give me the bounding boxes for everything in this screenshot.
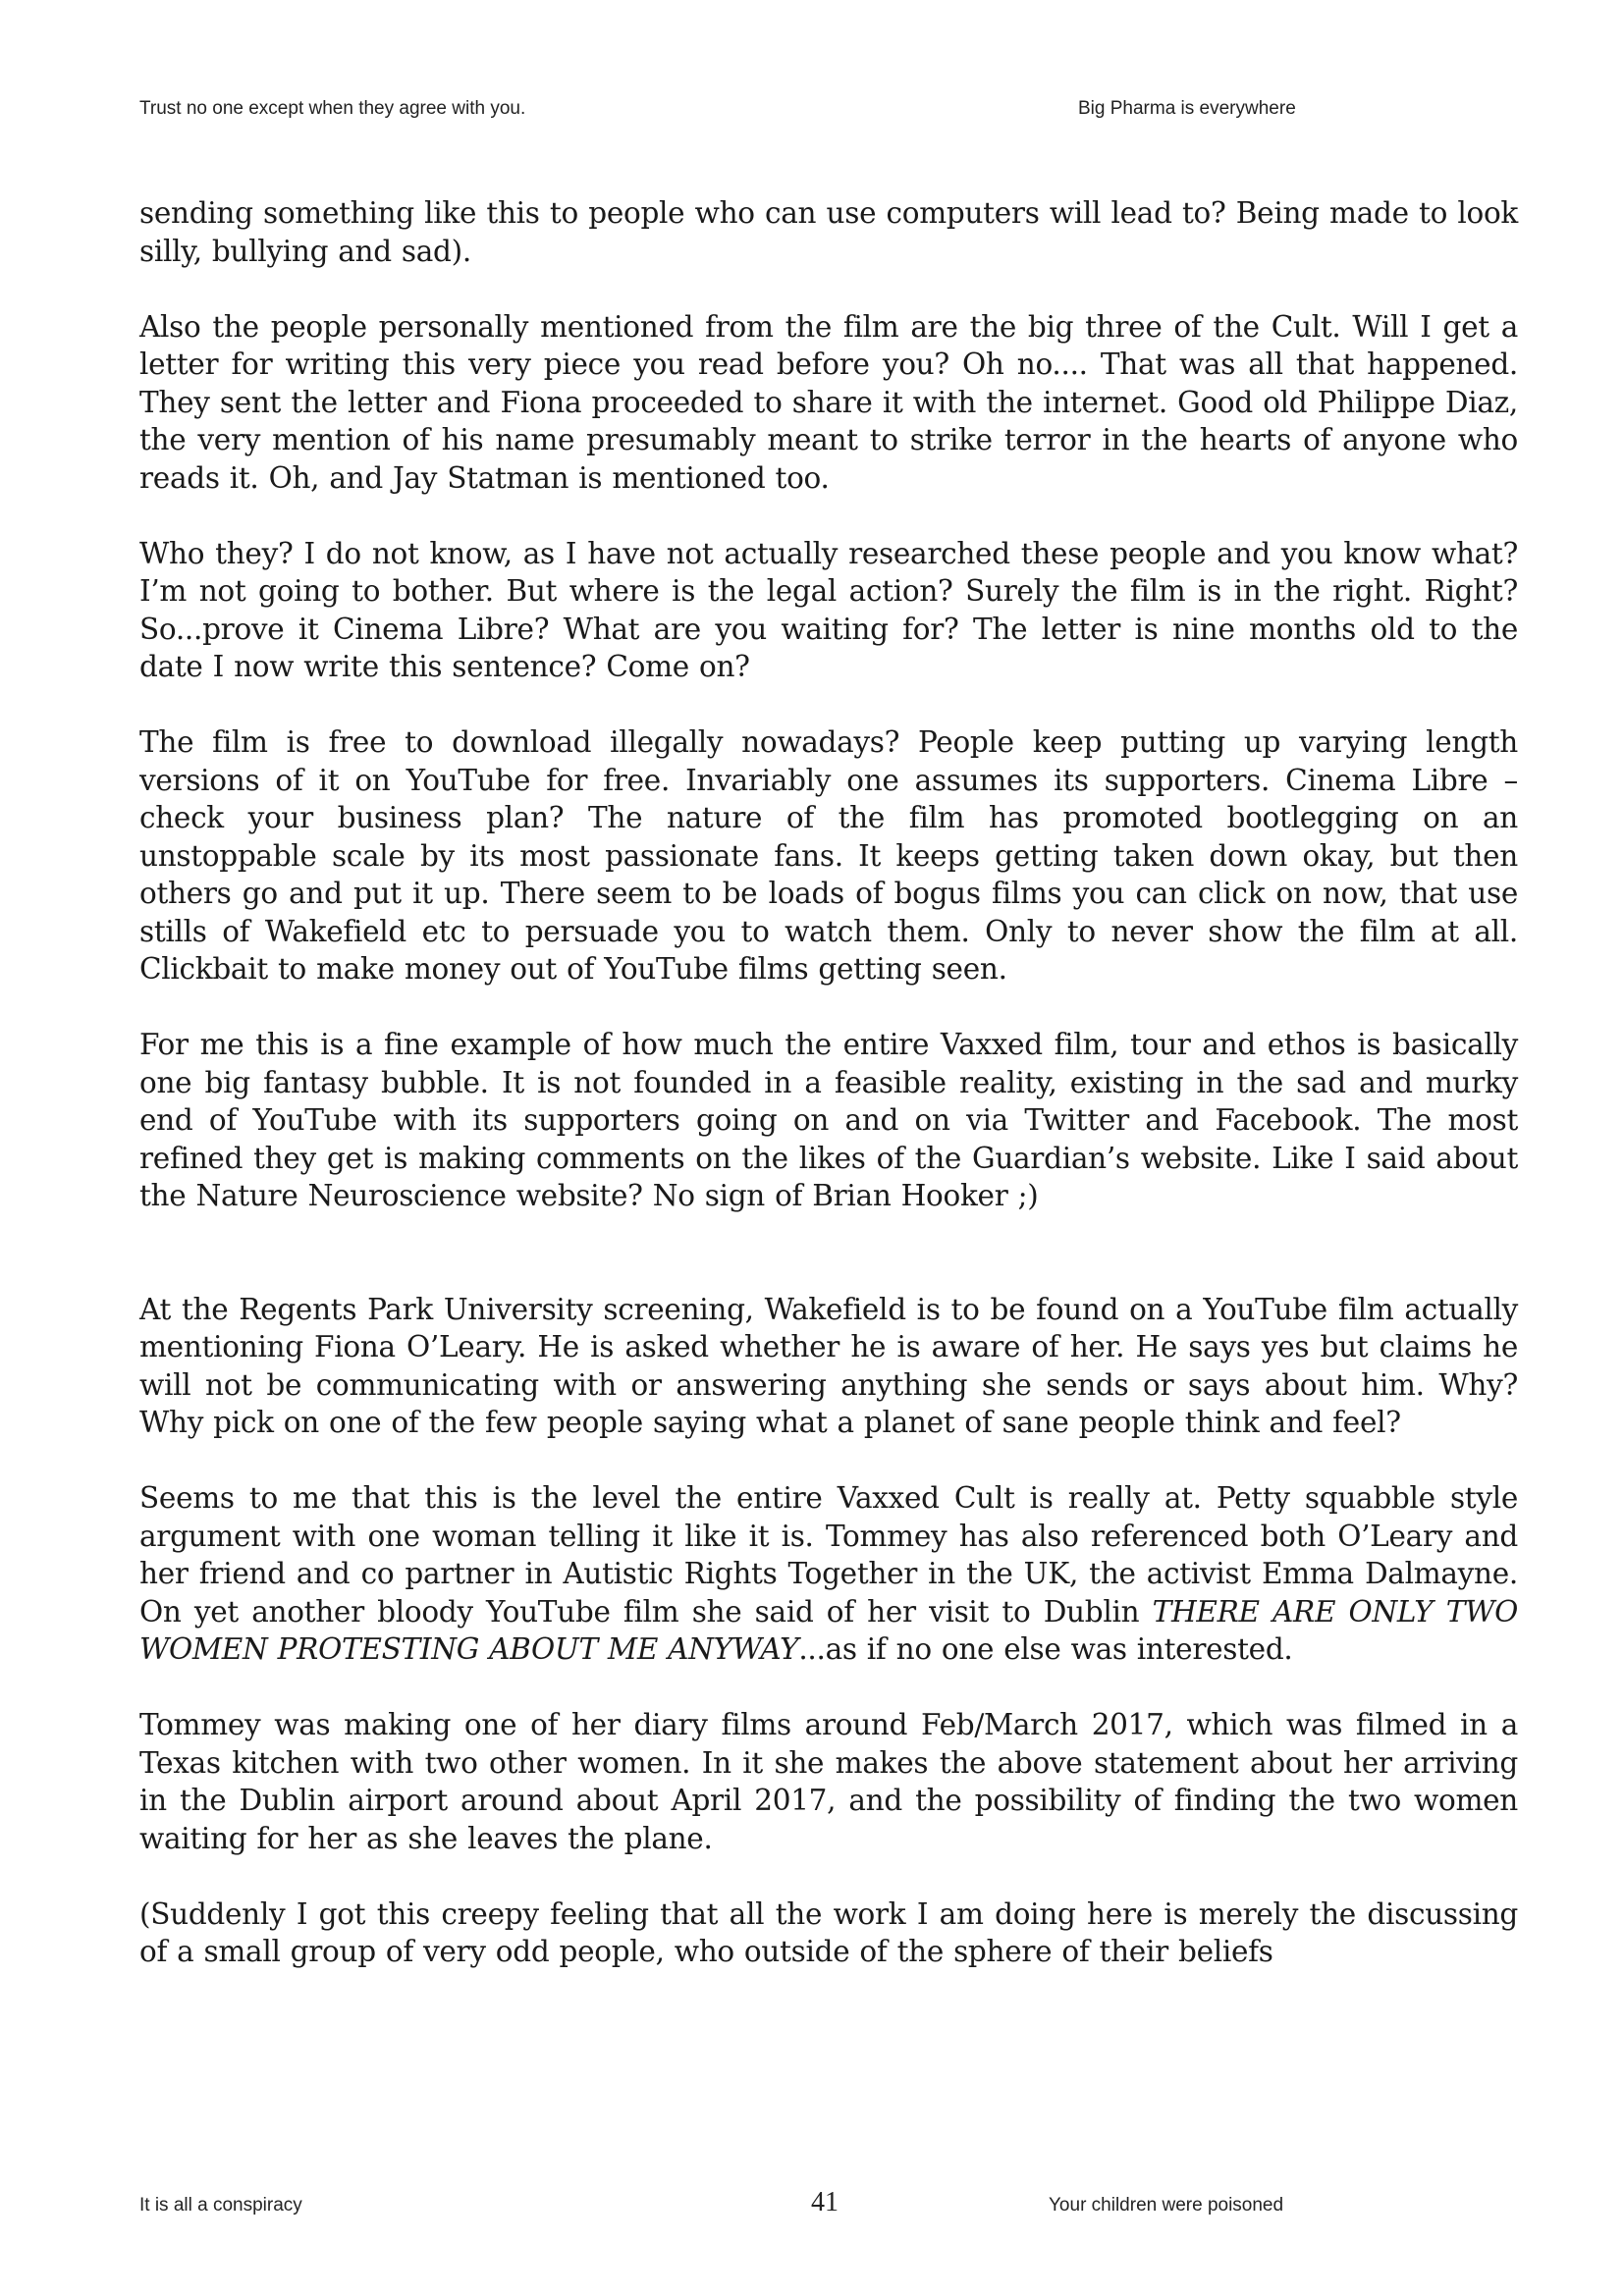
italic-quote: THERE ARE ONLY TWO WOMEN PROTESTING ABOUT ME ANYWAY: [139, 1594, 1518, 1666]
paragraph: The film is free to download illegally nowadays? People keep putting up varying length versions of it on YouTube for free. Invariably one assumes its supporters. Cinema Libre – check your business plan? The nature of the film has promoted bootlegging on an unstoppable scale by its most passionate fans. It keeps getting taken down okay, but then others go and put it up. There seem to be loads of bogus films you can click on now, that use stills of Wakefield etc to persuade you to watch them. Only to never show the film at all. Clickbait to make money out of YouTube films getting seen.: [139, 725, 1518, 986]
paragraph: For me this is a fine example of how much the entire Vaxxed film, tour and ethos is basically one big fantasy bubble. It is not founded in a feasible reality, existing in the sad and murky end of YouTube with its supporters going on and on via Twitter and Facebook. The most refined they get is making comments on the likes of the Guardian’s website. Like I said about the Nature Neuroscience website? No sign of Brian Hooker ;): [139, 1028, 1518, 1212]
paragraph-text: ...as if no one else was interested.: [798, 1632, 1293, 1666]
paragraph: sending something like this to people who can use computers will lead to? Being made to look silly, bullying and sad).: [139, 196, 1518, 268]
paragraph: Tommey was making one of her diary films around Feb/March 2017, which was filmed in a Texas kitchen with two other women. In it she makes the above statement about her arriving in the Dublin airport around about April 2017, and the possibility of finding the two women waiting for her as she leaves the plane.: [139, 1708, 1518, 1855]
page-number: 41: [811, 2187, 839, 2217]
body-text: [139, 194, 1518, 2008]
paragraph: At the Regents Park University screening, Wakefield is to be found on a YouTube film actually mentioning Fiona O’Leary. He is asked whether he is aware of her. He says yes but claims he will not be communicating with or answering anything she sends or says about him. Why? Why pick on one of the few people saying what a planet of sane people think and feel?: [139, 1292, 1518, 1439]
paragraph-text: Seems to me that this is the level the entire Vaxxed Cult is really at. Petty squabble style argument with one woman telling it like it is. Tommey has also referenced both O’Leary and her friend and co partner in Autistic Rights Together in the UK, the activist Emma Dalmayne. On yet another bloody YouTube film she said of her visit to Dublin: [139, 1481, 1518, 1629]
running-header-left: Trust no one except when they agree with you.: [139, 98, 526, 119]
paragraph: (Suddenly I got this creepy feeling that all the work I am doing here is merely the discussing of a small group of very odd people, who outside of the sphere of their beliefs: [139, 1896, 1518, 1968]
running-footer-left: It is all a conspiracy: [139, 2195, 302, 2216]
running-footer-right: Your children were poisoned: [1049, 2195, 1284, 2216]
paragraph: Also the people personally mentioned from the film are the big three of the Cult. Will I get a letter for writing this very piece you read before you? Oh no.... That was all that happened. They sent the letter and Fiona proceeded to share it with the internet. Good old Philippe Diaz, the very mention of his name presumably meant to strike terror in the hearts of anyone who reads it. Oh, and Jay Statman is mentioned too.: [139, 309, 1518, 495]
paragraph: Who they? I do not know, as I have not actually researched these people and you know what? I’m not going to bother. But where is the legal action? Surely the film is in the right. Right? So...prove it Cinema Libre? What are you waiting for? The letter is nine months old to the date I now write this sentence? Come on?: [139, 536, 1518, 683]
running-header-right: Big Pharma is everywhere: [1078, 98, 1296, 119]
paragraph: [139, 1479, 1518, 1669]
